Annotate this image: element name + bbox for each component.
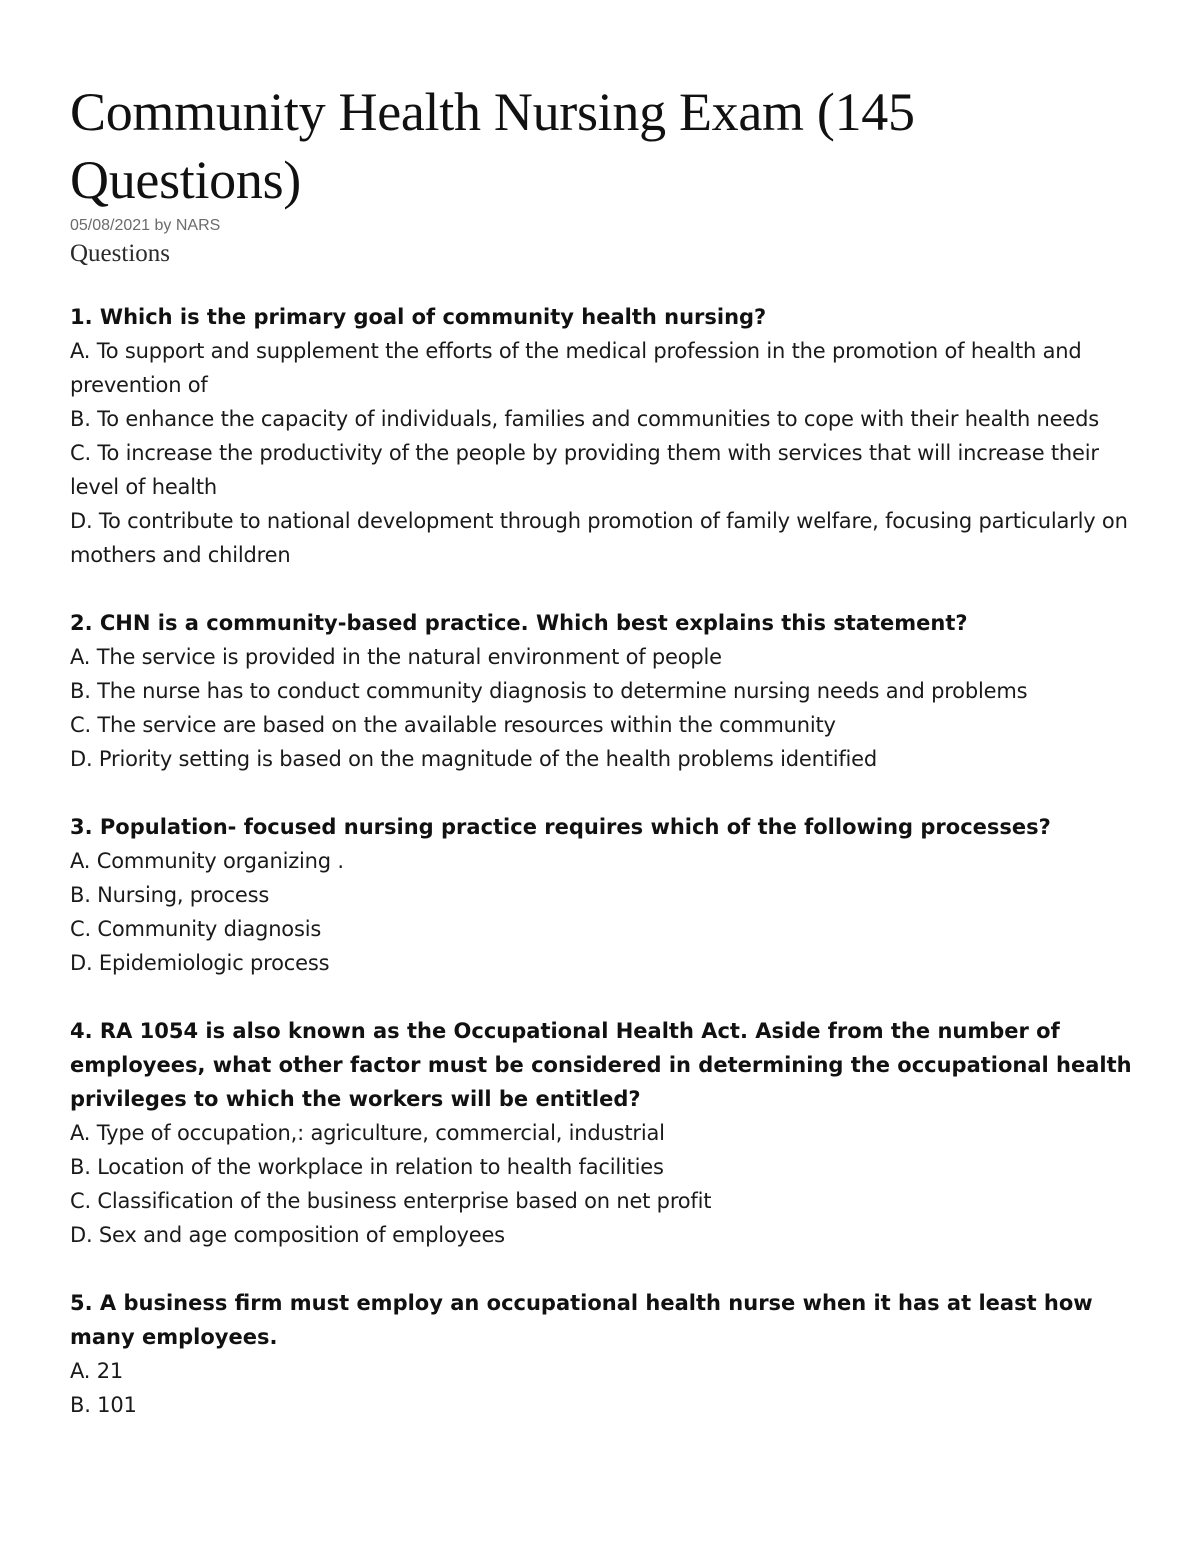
answer-option: B. To enhance the capacity of individuals, families and communities to cope with their health needs xyxy=(70,407,1099,431)
question-item xyxy=(70,300,1150,572)
question-item xyxy=(70,1014,1150,1252)
question-text: 3. Population- focused nursing practice requires which of the following processes? xyxy=(70,815,1051,839)
answer-option: A. To support and supplement the efforts of the medical profession in the promotion of health and prevention of xyxy=(70,339,1082,397)
answer-option: C. The service are based on the available resources within the community xyxy=(70,713,836,737)
answer-option: A. 21 xyxy=(70,1359,124,1383)
answer-option: B. Nursing, process xyxy=(70,883,270,907)
answer-option: C. Community diagnosis xyxy=(70,917,322,941)
question-text: 4. RA 1054 is also known as the Occupational Health Act. Aside from the number of employees, what other factor must be considered in determining the occupational health privileges to which the workers will be entitled? xyxy=(70,1019,1132,1111)
answer-option: C. To increase the productivity of the people by providing them with services that will increase their level of health xyxy=(70,441,1099,499)
answer-option: A. Community organizing . xyxy=(70,849,344,873)
section-heading: Questions xyxy=(70,240,170,267)
answer-option: B. The nurse has to conduct community diagnosis to determine nursing needs and problems xyxy=(70,679,1028,703)
question-text: 1. Which is the primary goal of community health nursing? xyxy=(70,305,767,329)
answer-option: D. Priority setting is based on the magnitude of the health problems identified xyxy=(70,747,878,771)
answer-option: D. Epidemiologic process xyxy=(70,951,330,975)
answer-option: B. Location of the workplace in relation to health facilities xyxy=(70,1155,664,1179)
question-item xyxy=(70,606,1150,776)
question-text: 2. CHN is a community-based practice. Which best explains this statement? xyxy=(70,611,968,635)
page-title: Community Health Nursing Exam (145 Questions) xyxy=(70,82,915,210)
answer-option: D. Sex and age composition of employees xyxy=(70,1223,505,1247)
answer-option: A. Type of occupation,: agriculture, commercial, industrial xyxy=(70,1121,665,1145)
question-item xyxy=(70,1286,1150,1422)
answer-option: A. The service is provided in the natural environment of people xyxy=(70,645,722,669)
document-page xyxy=(70,78,1150,1456)
question-item xyxy=(70,810,1150,980)
question-list xyxy=(70,300,1150,1422)
post-meta: 05/08/2021 by NARS xyxy=(70,217,221,234)
answer-option: D. To contribute to national development through promotion of family welfare, focusing particularly on mothers and children xyxy=(70,509,1128,567)
answer-option: C. Classification of the business enterprise based on net profit xyxy=(70,1189,712,1213)
question-text: 5. A business firm must employ an occupational health nurse when it has at least how many employees. xyxy=(70,1291,1093,1349)
answer-option: B. 101 xyxy=(70,1393,137,1417)
